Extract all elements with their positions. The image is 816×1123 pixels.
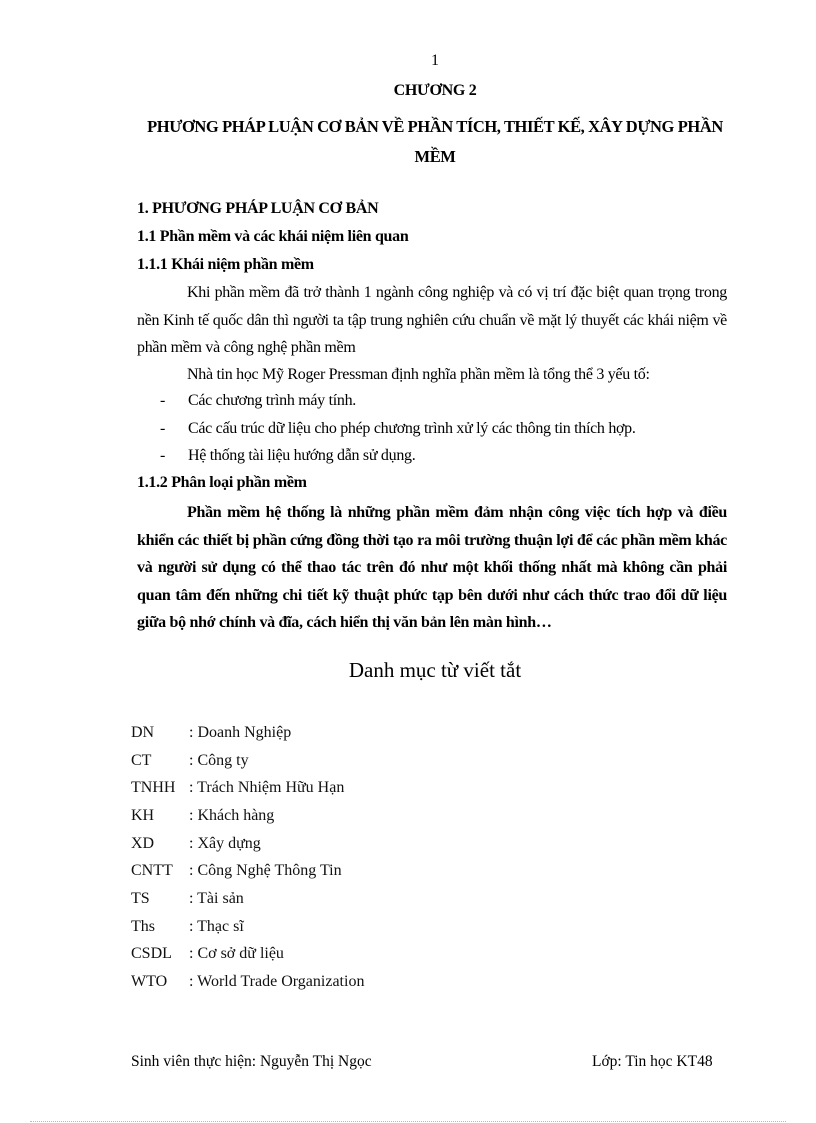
bullet-item: - Các chương trình máy tính. bbox=[160, 392, 356, 409]
abbreviation-row: TNHH : Trách Nhiệm Hữu Hạn bbox=[131, 779, 345, 796]
abbreviation-row: XD : Xây dựng bbox=[131, 835, 261, 852]
chapter-title: PHƯƠNG PHÁP LUẬN CƠ BẢN VỀ PHẦN TÍCH, THIẾT KẾ, XÂY DỰNG PHẦN MỀM bbox=[147, 117, 723, 166]
abbreviation-row: CSDL : Cơ sở dữ liệu bbox=[131, 945, 284, 962]
abbreviation-row: Ths : Thạc sĩ bbox=[131, 918, 244, 935]
bullet-item: - Các cấu trúc dữ liệu cho phép chương trình xử lý các thông tin thích hợp. bbox=[160, 420, 636, 437]
abbreviation-row: TS : Tài sản bbox=[131, 890, 244, 907]
footer-class: Lớp: Tin học KT48 bbox=[592, 1053, 713, 1070]
paragraph-2: Nhà tin học Mỹ Roger Pressman định nghĩa phần mềm là tổng thể 3 yếu tố: bbox=[187, 366, 650, 383]
page-bottom-divider bbox=[30, 1121, 786, 1122]
chapter-heading: CHƯƠNG 2 bbox=[393, 82, 477, 99]
abbreviation-row: DN : Doanh Nghiệp bbox=[131, 724, 292, 741]
section-1-1-heading: 1.1 Phần mềm và các khái niệm liên quan bbox=[137, 228, 409, 245]
abbreviation-row: CNTT : Công Nghệ Thông Tin bbox=[131, 862, 342, 879]
abbreviation-row: WTO : World Trade Organization bbox=[131, 973, 365, 990]
section-1-heading: 1. PHƯƠNG PHÁP LUẬN CƠ BẢN bbox=[137, 200, 379, 217]
abbreviation-row: CT : Công ty bbox=[131, 752, 249, 769]
abbreviation-list-title: Danh mục từ viết tắt bbox=[348, 658, 522, 682]
footer-student-name: Sinh viên thực hiện: Nguyễn Thị Ngọc bbox=[131, 1053, 372, 1070]
abbreviation-row: KH : Khách hàng bbox=[131, 807, 275, 824]
paragraph-1: Khi phần mềm đã trở thành 1 ngành công nghiệp và có vị trí đặc biệt quan trọng trong nền Kinh tế quốc dân thì người ta tập trung nghiên cứu chuẩn về mặt lý thuyết các khái niệm về phần mềm và công nghệ phần mềm bbox=[137, 284, 727, 356]
paragraph-3: Phần mềm hệ thống là những phần mềm đảm nhận công việc tích hợp và điều khiển các thiết bị phần cứng đồng thời tạo ra môi trường thuận lợi để các phần mềm khác và người sử dụng có thể thao tác trên đó như một khối thống nhất mà không cần phải quan tâm đến những chi tiết kỹ thuật phức tạp bên dưới như cách thức trao đổi dữ liệu giữa bộ nhớ chính và đĩa, cách hiển thị văn bản lên màn hình… bbox=[137, 504, 727, 631]
section-1-1-1-heading: 1.1.1 Khái niệm phần mềm bbox=[137, 256, 314, 273]
page-number: 1 bbox=[431, 52, 439, 69]
cut-off-text-line bbox=[160, 644, 720, 650]
section-1-1-2-heading: 1.1.2 Phân loại phần mềm bbox=[137, 474, 307, 491]
bullet-item: - Hệ thống tài liệu hướng dẫn sử dụng. bbox=[160, 447, 416, 464]
